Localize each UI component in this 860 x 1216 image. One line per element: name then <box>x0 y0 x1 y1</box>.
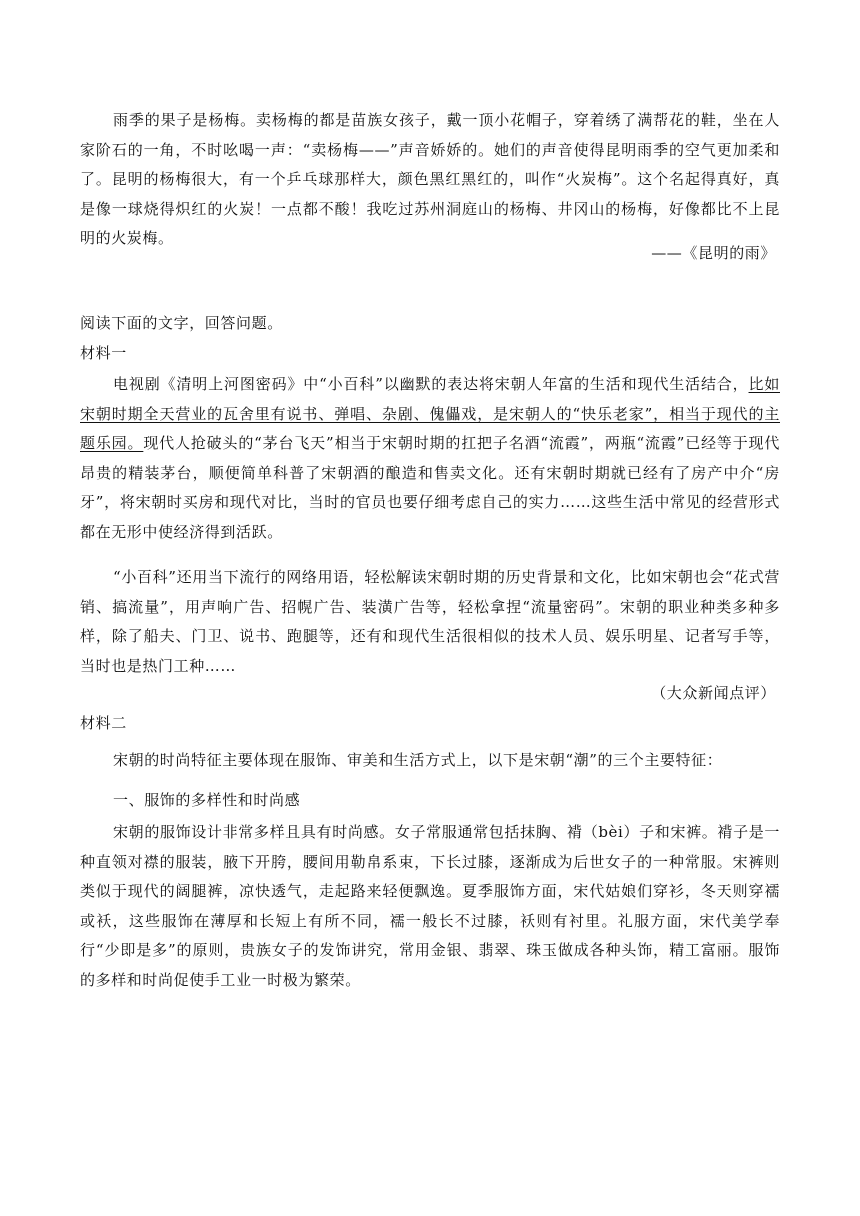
material2-heading-1: 一、服饰的多样性和时尚感 <box>113 791 301 809</box>
material1-p1-before: 电视剧《清明上河图密码》中“小百科”以幽默的表达将宋朝人年富的生活和现代生活结合， <box>113 375 749 393</box>
material2-label: 材料二 <box>80 714 127 732</box>
passage-paragraph: 雨季的果子是杨梅。卖杨梅的都是苗族女孩子，戴一顶小花帽子，穿着绣了满帮花的鞋，坐在人家阶石的一角，不时吆喝一声：“卖杨梅——”声音娇娇的。她们的声音使得昆明雨季的空气更加柔和了。昆明的杨梅很大，有一个乒乓球那样大，颜色黑红黑红的，叫作“火炭梅”。这个名起得真好，真是像一球烧得炽红的火炭！一点都不酸！我吃过苏州洞庭山的杨梅、井冈山的杨梅，好像都比不上昆明的火炭梅。 <box>80 111 780 247</box>
passage-source: ——《昆明的雨》 <box>651 244 776 262</box>
material1-source: （大众新闻点评） <box>651 684 776 702</box>
material1-p1-underlined: 比如宋朝时期全天营业的瓦舍里有说书、弹唱、杂剧、傀儡戏，是宋朝人的“快乐老家”，相当于现代的主题乐园。 <box>80 375 780 452</box>
question-instruction: 阅读下面的文字，回答问题。 <box>80 314 283 332</box>
material2-paragraph-1: 宋朝的服饰设计非常多样且具有时尚感。女子常服通常包括抹胸、褙（bèi）子和宋裤。褙子是一种直领对襟的服装，腋下开胯，腰间用勒帛系束，下长过膝，逐渐成为后世女子的一种常服。宋裤则类似于现代的阔腿裤，凉快透气，走起路来轻便飘逸。夏季服饰方面，宋代姑娘们穿衫，冬天则穿襦或袄，这些服饰在薄厚和长短上有所不同，襦一般长不过膝，袄则有衬里。礼服方面，宋代美学奉行“少即是多”的原则，贵族女子的发饰讲究，常用金银、翡翠、珠玉做成各种头饰，精工富丽。服饰的多样和时尚促使手工业一时极为繁荣。 <box>80 823 780 989</box>
material1-paragraph-1 <box>80 370 780 547</box>
material2-intro: 宋朝的时尚特征主要体现在服饰、审美和生活方式上，以下是宋朝“潮”的三个主要特征： <box>113 751 723 769</box>
material1-paragraph-2: “小百科”还用当下流行的网络用语，轻松解读宋朝时期的历史背景和文化，比如宋朝也会“花式营销、搞流量”，用声响广告、招幌广告、装潢广告等，轻松拿捏“流量密码”。宋朝的职业种类多种多样，除了船夫、门卫、说书、跑腿等，还有和现代生活很相似的技术人员、娱乐明星、记者写手等，当时也是热门工种…… <box>80 568 780 675</box>
material1-p1-after: 现代人抢破头的“茅台飞天”相当于宋朝时期的扛把子名酒“流霞”，两瓶“流霞”已经等于现代昂贵的精装茅台，顺便简单科普了宋朝酒的酿造和售卖文化。还有宋朝时期就已经有了房产中介“房牙”，将宋朝时买房和现代对比，当时的官员也要仔细考虑自己的实力……这些生活中常见的经营形式都在无形中使经济得到活跃。 <box>80 434 780 541</box>
material1-label: 材料一 <box>80 344 127 362</box>
